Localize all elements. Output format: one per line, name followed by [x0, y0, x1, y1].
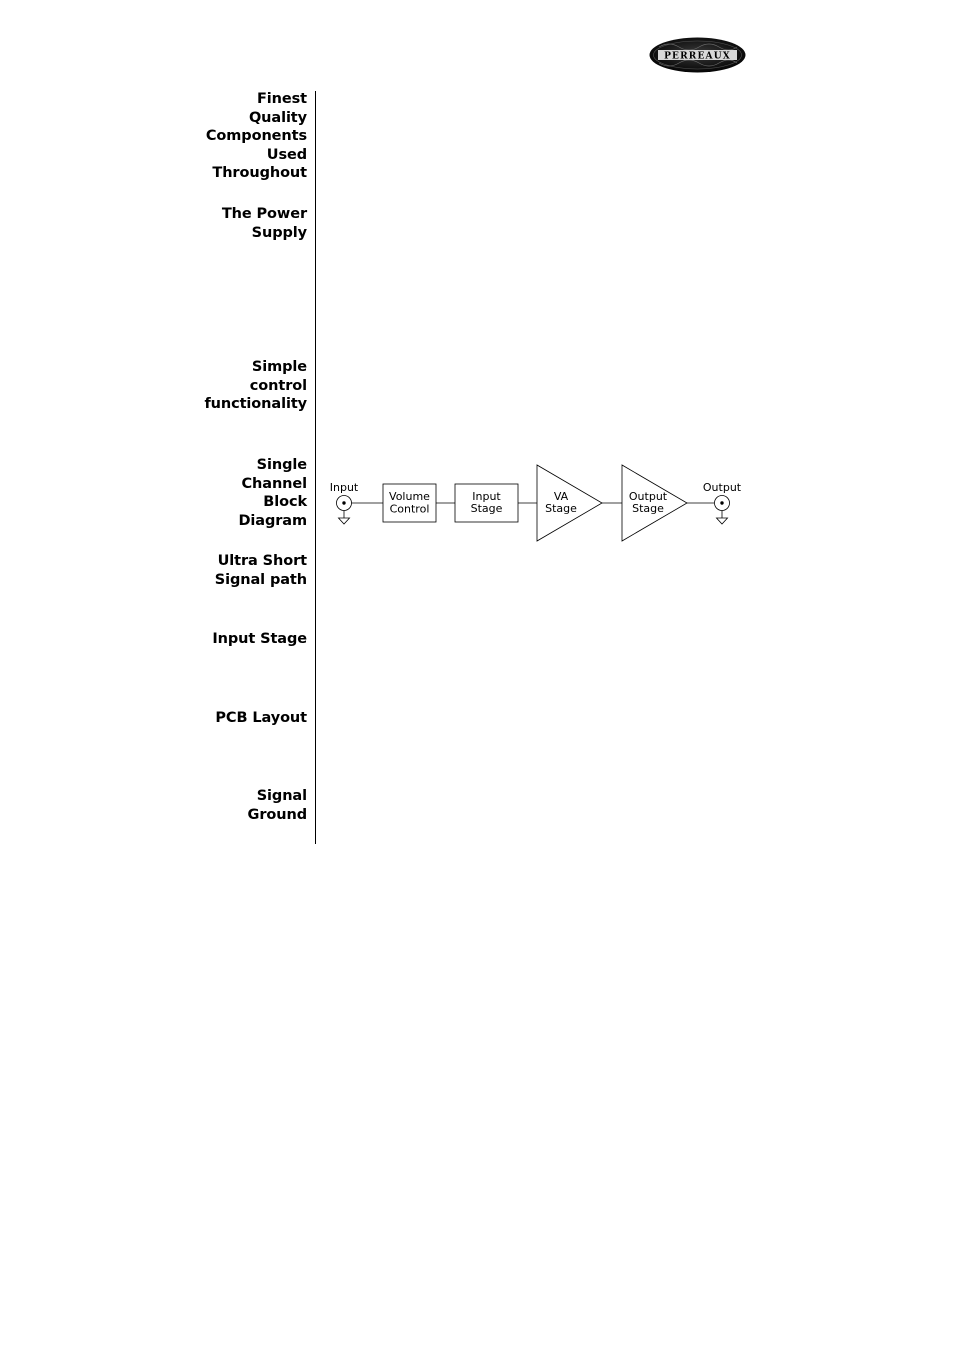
diagram-input-label: Input: [329, 481, 359, 494]
perreaux-logo: [649, 37, 746, 73]
single-channel-block-diagram: [320, 460, 750, 550]
volume-control-line1: Volume: [389, 490, 430, 503]
output-ground-icon: [717, 518, 728, 524]
input-stage-line1: Input: [472, 490, 501, 503]
diagram-output-label: Output: [702, 481, 742, 494]
margin-divider: [315, 91, 316, 844]
output-stage-line1: Output: [628, 490, 668, 503]
heading-simple-control: Simple control functionality: [204, 359, 307, 412]
heading-pcb-layout: PCB Layout: [215, 710, 307, 726]
va-stage-line1: VA: [553, 490, 569, 503]
logo-text: PERREAUX: [664, 51, 731, 62]
heading-finest-quality: Finest Quality Components Used Throughout: [205, 91, 307, 181]
heading-signal-ground: Signal Ground: [247, 788, 307, 823]
input-ground-icon: [339, 518, 350, 524]
va-stage-line2: Stage: [545, 502, 577, 515]
heading-ultra-short-signal: Ultra Short Signal path: [214, 553, 307, 588]
volume-control-line2: Control: [389, 502, 430, 516]
output-stage-line2: Stage: [632, 502, 664, 515]
input-stage-line2: Stage: [470, 502, 503, 515]
heading-input-stage: Input Stage: [212, 631, 307, 647]
heading-power-supply: The Power Supply: [221, 206, 307, 241]
heading-block-diagram: Single Channel Block Diagram: [238, 457, 307, 529]
